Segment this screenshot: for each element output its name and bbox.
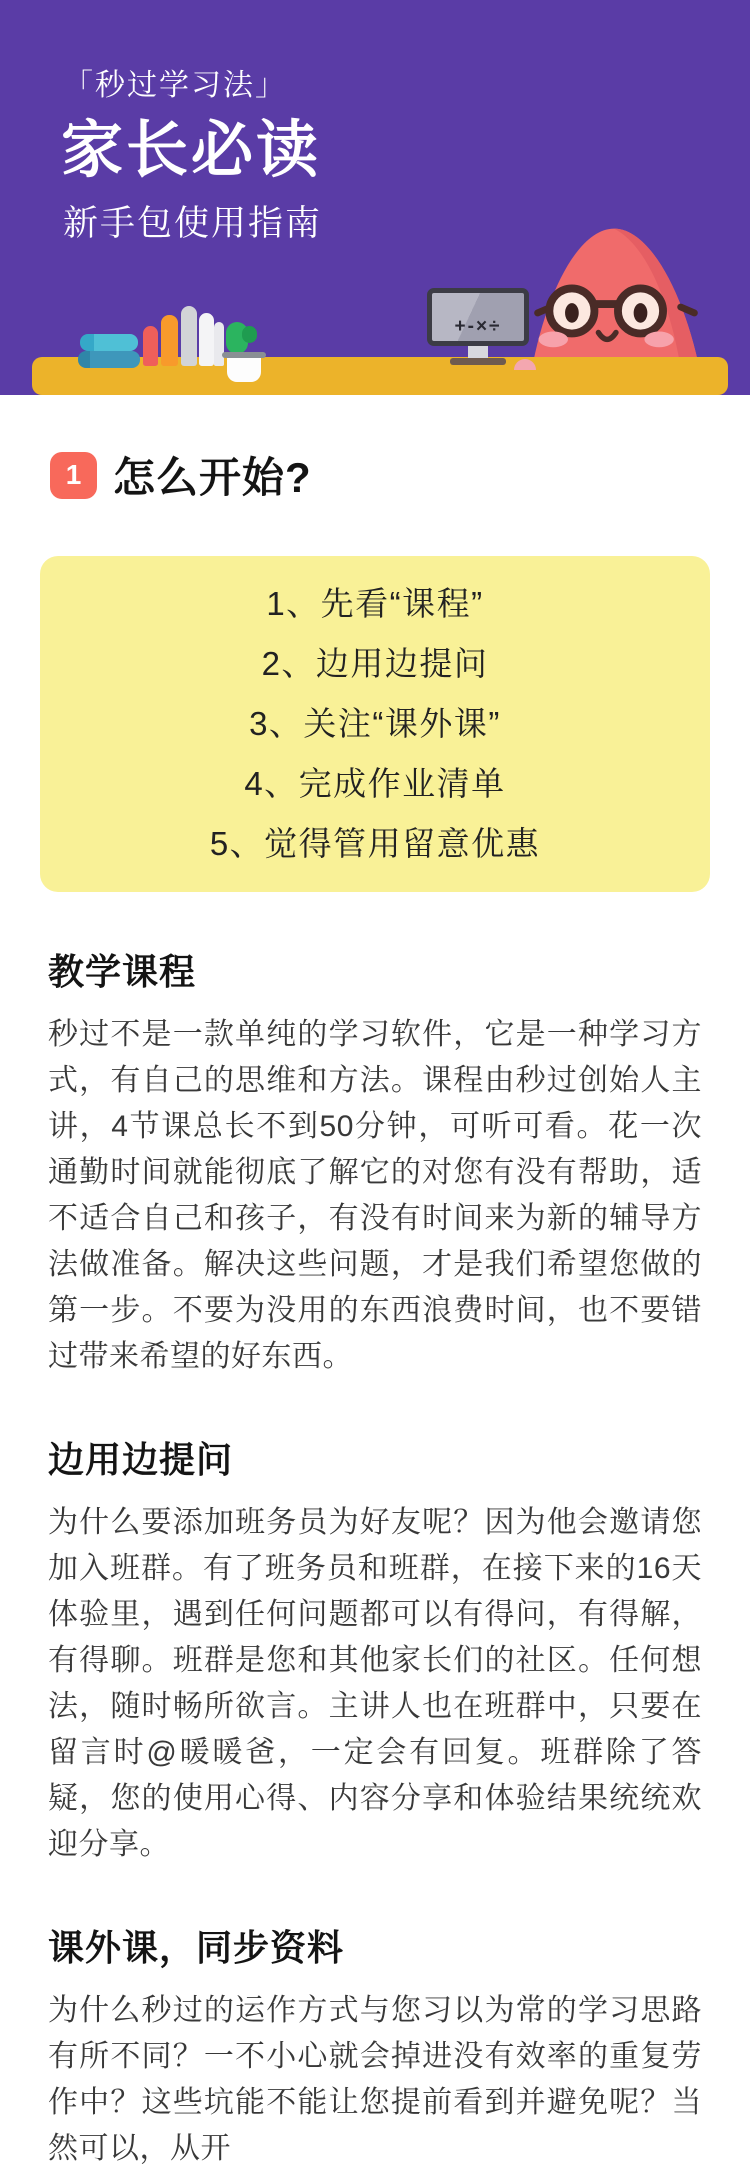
step-number-badge: 1 [50, 452, 97, 499]
steps-box [40, 556, 710, 892]
eye-left [565, 303, 579, 323]
step-item: 1、先看“课程” [266, 585, 484, 622]
book-spine-icon [143, 326, 158, 366]
book-spine-icon [181, 306, 197, 366]
step-item: 2、边用边提问 [261, 645, 489, 682]
math-symbols: +-×÷ [454, 316, 502, 337]
page-title: 家长必读 [61, 116, 322, 185]
section-heading: 教学课程 [48, 951, 197, 992]
hero-tagline: 「秒过学习法」 [63, 69, 287, 102]
cheek-left [539, 332, 568, 348]
how-to-start-heading [50, 445, 750, 505]
book-spine-icon [161, 315, 178, 366]
book-spine-icon [199, 313, 214, 366]
section-paragraph: 为什么要添加班务员为好友呢？因为他会邀请您加入班群。有了班务员和班群，在接下来的16天体验里，遇到任何问题都可以有得问，有得解，有得聊。班群是您和其他家长们的社区。任何想法，随时畅所欲言。主讲人也在班群中，只要在留言时@暖暖爸，一定会有回复。班群除了答疑，您的使用心得、内容分享和体验结果统统欢迎分享。 [48, 1506, 702, 1861]
books-stack-icon [78, 334, 142, 368]
monitor-screen [427, 288, 529, 346]
section-heading: 边用边提问 [48, 1439, 234, 1480]
monitor-icon [427, 288, 529, 365]
hero-subtitle: 新手包使用指南 [63, 204, 323, 243]
hero-banner [0, 0, 750, 395]
cactus-icon [222, 322, 266, 384]
step-item: 4、完成作业清单 [244, 765, 506, 802]
step-item: 3、关注“课外课” [249, 705, 501, 742]
section-teaching-course [48, 950, 702, 1380]
cheek-right [644, 332, 673, 348]
book-row-icon [143, 306, 225, 366]
section-ask-while-using [48, 1438, 702, 1868]
book-icon [80, 334, 138, 351]
step-item: 5、觉得管用留意优惠 [209, 825, 541, 862]
section-paragraph: 秒过不是一款单纯的学习软件，它是一种学习方式，有自己的思维和方法。课程由秒过创始人主讲，4节课总长不到50分钟，可听可看。花一次通勤时间就能彻底了解它的对您有没有帮助，适不适合自己和孩子，有没有时间来为新的辅导方法做准备。解决这些问题，才是我们希望您做的第一步。不要为没用的东西浪费时间，也不要错过带来希望的好东西。 [48, 1018, 702, 1373]
section-title: 怎么开始? [113, 454, 312, 501]
section-paragraph: 为什么秒过的运作方式与您习以为常的学习思路有所不同？一不小心就会掉进没有效率的重复劳作中？这些坑能不能让您提前看到并避免呢？当然可以，从开 [48, 1994, 702, 2165]
section-heading: 课外课，同步资料 [48, 1927, 345, 1968]
eye-right [634, 303, 648, 323]
section-extra-class [48, 1926, 702, 2172]
book-icon [78, 351, 140, 368]
